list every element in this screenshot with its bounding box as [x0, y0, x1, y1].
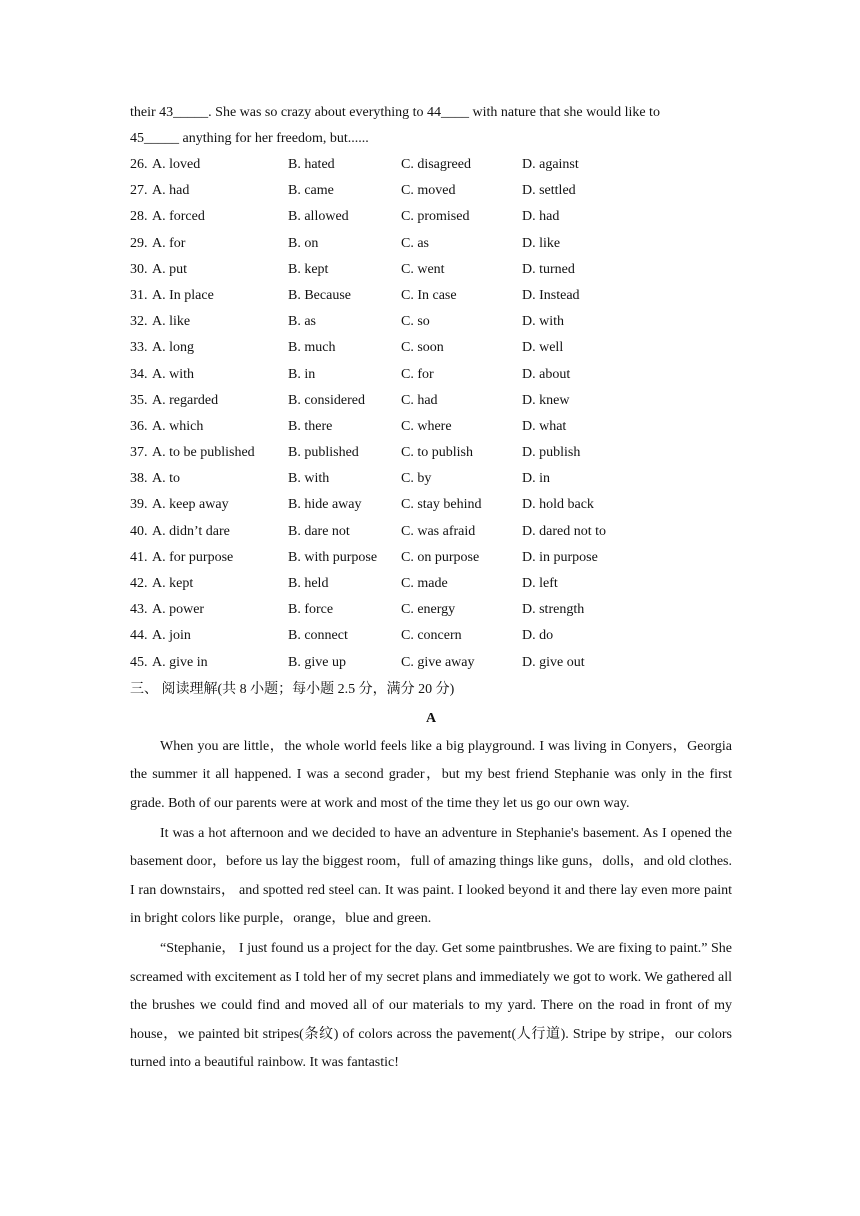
question-row: [130, 650, 732, 676]
option-c: C. went: [401, 261, 445, 277]
question-number: 33.: [130, 340, 148, 356]
intro-line: 45_____ anything for her freedom, but......: [130, 131, 369, 146]
option-c: C. for: [401, 366, 434, 382]
option-b: B. held: [288, 576, 329, 591]
option-c: C. concern: [401, 628, 462, 644]
option-c: C. so: [401, 314, 430, 330]
option-b: B. much: [288, 340, 336, 356]
passage-paragraph: “Stephanie， I just found us a project for the day. Get some paintbrushes. We are fixing to paint.” She screamed with excitement as I told her of my secret plans and immediately we got to work. We gathered all the brushes we could find and moved all of our materials to my yard. There on the road in front of my house，we painted bit stripes(条纹) of colors across the pavement(人行道). Stripe by stripe，our colors turned into a beautiful rainbow. It was fantastic!: [130, 940, 732, 1071]
question-number: 27.: [130, 183, 148, 199]
option-c: C. stay behind: [401, 497, 482, 513]
section-heading: 三、 阅读理解(共 8 小题；每小题 2.5 分，满分 20 分): [130, 681, 455, 697]
question-number: 29.: [130, 235, 148, 251]
option-b: B. came: [288, 183, 334, 199]
option-b: B. dare not: [288, 523, 350, 539]
option-a: A. like: [152, 314, 191, 330]
option-c: C. had: [401, 392, 438, 408]
option-b: B. as: [288, 314, 316, 330]
question-row: [130, 466, 732, 492]
option-d: D. in purpose: [522, 549, 598, 565]
option-d: D. turned: [522, 261, 575, 277]
question-row: [130, 571, 732, 597]
option-a: A. long: [152, 340, 194, 356]
option-b: B. connect: [288, 628, 348, 644]
passage-title: A: [425, 710, 437, 726]
option-a: A. with: [152, 366, 194, 382]
question-row: [130, 492, 732, 518]
option-a: A. had: [152, 183, 190, 199]
option-d: D. had: [522, 209, 560, 225]
question-row: [130, 388, 732, 414]
question-row: [130, 597, 732, 623]
option-d: D. knew: [522, 392, 570, 408]
question-row: [130, 178, 732, 204]
question-row: [130, 309, 732, 335]
cloze-question-list: [130, 152, 732, 676]
option-a: A. which: [152, 418, 204, 434]
passage-paragraph: When you are little，the whole world feels like a big playground. I was living in Conyers，Georgia the summer it all happened. I was a second grader，but my best friend Stephanie was only in the first grade. Both of our parents were at work and most of the time they let us go our own way.: [130, 738, 732, 811]
question-number: 42.: [130, 576, 148, 591]
question-number: 34.: [130, 366, 148, 382]
option-b: B. on: [288, 235, 319, 251]
question-row: [130, 440, 732, 466]
option-c: C. on purpose: [401, 549, 480, 565]
question-number: 36.: [130, 418, 148, 434]
question-row: [130, 362, 732, 388]
option-a: A. for purpose: [152, 549, 234, 565]
question-row: [130, 623, 732, 649]
cloze-passage-ending: [130, 100, 732, 152]
option-a: A. to be published: [152, 445, 255, 461]
question-number: 26.: [130, 157, 148, 172]
option-b: B. hated: [288, 157, 335, 172]
option-c: C. give away: [401, 654, 475, 670]
question-row: [130, 231, 732, 257]
option-c: C. energy: [401, 602, 456, 618]
option-d: D. do: [522, 628, 554, 644]
option-a: A. join: [152, 628, 191, 644]
question-number: 31.: [130, 287, 148, 303]
option-b: B. there: [288, 418, 333, 434]
option-b: B. published: [288, 445, 359, 461]
question-number: 35.: [130, 392, 148, 408]
option-c: C. where: [401, 418, 452, 434]
option-d: D. hold back: [522, 497, 594, 513]
option-a: A. power: [152, 602, 205, 618]
option-d: D. publish: [522, 445, 581, 461]
option-b: B. considered: [288, 392, 365, 408]
question-row: [130, 414, 732, 440]
question-number: 32.: [130, 314, 148, 330]
question-number: 40.: [130, 523, 148, 539]
option-d: D. Instead: [522, 287, 580, 303]
option-d: D. give out: [522, 654, 585, 670]
option-c: C. made: [401, 576, 448, 591]
question-number: 43.: [130, 602, 148, 618]
question-number: 44.: [130, 628, 148, 644]
option-a: A. for: [152, 235, 186, 251]
option-d: D. left: [522, 576, 558, 591]
option-a: A. didn’t dare: [152, 523, 230, 539]
option-b: B. with: [288, 471, 330, 487]
option-d: D. settled: [522, 183, 576, 199]
option-c: C. by: [401, 471, 432, 487]
option-c: C. to publish: [401, 445, 473, 461]
option-c: C. In case: [401, 287, 457, 303]
option-a: A. give in: [152, 654, 208, 670]
option-c: C. disagreed: [401, 157, 471, 172]
option-a: A. regarded: [152, 392, 219, 408]
question-number: 39.: [130, 497, 148, 513]
option-d: D. like: [522, 235, 561, 251]
question-number: 45.: [130, 654, 148, 670]
question-row: [130, 257, 732, 283]
option-c: C. as: [401, 235, 429, 251]
option-a: A. to: [152, 471, 180, 487]
question-row: [130, 283, 732, 309]
intro-line: their 43_____. She was so crazy about everything to 44____ with nature that she would like to: [130, 105, 660, 120]
option-a: A. put: [152, 261, 187, 277]
question-number: 30.: [130, 261, 148, 277]
question-number: 38.: [130, 471, 148, 487]
page-content: [130, 100, 732, 1078]
option-b: B. allowed: [288, 209, 349, 225]
option-c: C. moved: [401, 183, 456, 199]
option-d: D. against: [522, 157, 579, 172]
option-b: B. with purpose: [288, 549, 378, 565]
question-number: 41.: [130, 549, 148, 565]
option-b: B. hide away: [288, 497, 362, 513]
option-d: D. about: [522, 366, 571, 382]
option-a: A. kept: [152, 576, 194, 591]
option-d: D. strength: [522, 602, 585, 618]
option-a: A. loved: [152, 157, 201, 172]
passage-paragraph: It was a hot afternoon and we decided to have an adventure in Stephanie's basement. As I opened the basement door，before us lay the biggest room，full of amazing things like guns，dolls，and old clothes. I ran downstairs， and spotted red steel can. It was paint. I looked beyond it and there lay even more paint in bright colors like purple，orange，blue and green.: [130, 825, 732, 927]
question-number: 37.: [130, 445, 148, 461]
option-b: B. Because: [288, 287, 351, 303]
option-a: A. In place: [152, 287, 214, 303]
option-b: B. force: [288, 602, 334, 618]
option-d: D. dared not to: [522, 523, 606, 539]
question-row: [130, 152, 732, 178]
option-d: D. in: [522, 471, 550, 487]
question-row: [130, 204, 732, 230]
option-b: B. in: [288, 366, 316, 382]
question-number: 28.: [130, 209, 148, 225]
option-c: C. was afraid: [401, 523, 476, 539]
option-c: C. soon: [401, 340, 444, 356]
option-b: B. kept: [288, 261, 329, 277]
question-row: [130, 519, 732, 545]
option-c: C. promised: [401, 209, 470, 225]
option-d: D. well: [522, 340, 564, 356]
option-b: B. give up: [288, 654, 346, 670]
option-a: A. keep away: [152, 497, 229, 513]
question-row: [130, 335, 732, 361]
question-row: [130, 545, 732, 571]
option-d: D. what: [522, 418, 567, 434]
option-a: A. forced: [152, 209, 205, 225]
option-d: D. with: [522, 314, 564, 330]
